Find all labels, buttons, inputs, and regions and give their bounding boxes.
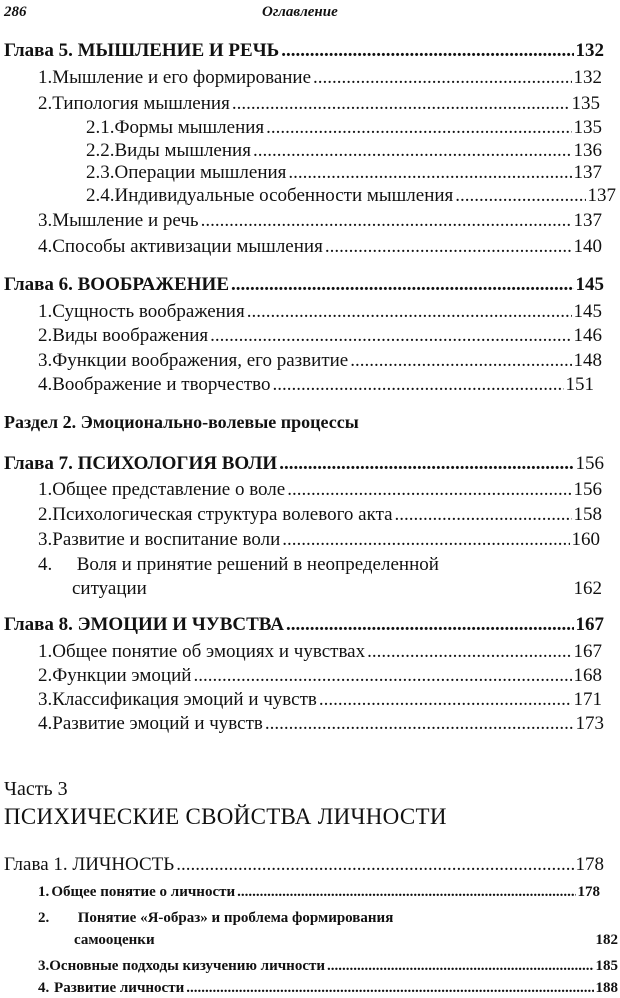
item-number: 2. bbox=[38, 504, 53, 525]
leader-dots bbox=[186, 980, 593, 997]
item-page: 135 bbox=[573, 117, 602, 138]
chapter-page: 167 bbox=[575, 614, 604, 635]
item-text: Виды воображения bbox=[52, 325, 209, 346]
item-number: 2.2. bbox=[86, 140, 115, 161]
toc-subitem[interactable] bbox=[86, 117, 602, 139]
leader-dots bbox=[350, 350, 571, 372]
part-title[interactable]: ПСИХИЧЕСКИЕ СВОЙСТВА ЛИЧНОСТИ bbox=[4, 804, 447, 829]
item-page: 162 bbox=[573, 578, 602, 599]
item-text: Мышление и речь bbox=[52, 210, 199, 231]
chapter-page: 145 bbox=[575, 274, 604, 295]
toc-chapter-7[interactable] bbox=[4, 453, 604, 475]
item-page: 137 bbox=[573, 162, 602, 183]
toc-item[interactable] bbox=[38, 374, 594, 396]
leader-dots bbox=[286, 614, 574, 636]
toc-item[interactable] bbox=[38, 504, 602, 526]
toc-item[interactable] bbox=[38, 665, 602, 687]
item-page: 188 bbox=[595, 980, 618, 996]
toc-item[interactable] bbox=[38, 958, 618, 975]
chapter-title: Глава 1. ЛИЧНОСТЬ bbox=[4, 854, 175, 875]
item-text: самооценки bbox=[74, 932, 155, 948]
item-page: 171 bbox=[573, 689, 602, 710]
item-number: 4. bbox=[38, 236, 53, 257]
toc-item[interactable] bbox=[38, 93, 600, 115]
toc-subitem[interactable] bbox=[86, 162, 602, 184]
item-text: Развитие эмоций и чувств bbox=[52, 713, 263, 734]
item-page: 158 bbox=[573, 504, 602, 525]
item-page: 148 bbox=[573, 350, 602, 371]
item-page: 167 bbox=[573, 641, 602, 662]
item-number: 1. bbox=[38, 479, 53, 500]
page-number: 286 bbox=[4, 4, 27, 20]
toc-item-line2[interactable] bbox=[72, 578, 602, 600]
leader-dots bbox=[287, 479, 571, 501]
item-text: Операции мышления bbox=[114, 162, 287, 183]
item-text: Функции эмоций bbox=[52, 665, 192, 686]
toc-item[interactable] bbox=[38, 210, 602, 232]
item-text: Воля и принятие решений в неопределенной bbox=[76, 554, 439, 575]
toc-chapter-6[interactable] bbox=[4, 274, 604, 296]
toc-item[interactable] bbox=[38, 479, 602, 501]
item-page: 137 bbox=[573, 210, 602, 231]
item-text: Понятие «Я-образ» и проблема формирования bbox=[77, 910, 394, 926]
chapter-page: 132 bbox=[575, 40, 604, 61]
toc-item[interactable] bbox=[38, 67, 602, 89]
item-number: 3. bbox=[38, 689, 53, 710]
chapter-title: Глава 5. МЫШЛЕНИЕ И РЕЧЬ bbox=[4, 40, 280, 61]
toc-item[interactable] bbox=[38, 529, 600, 551]
running-title: Оглавление bbox=[262, 4, 338, 20]
item-number: 3. bbox=[38, 958, 50, 974]
item-page: 136 bbox=[573, 140, 602, 161]
leader-dots bbox=[282, 529, 569, 551]
leader-dots bbox=[327, 958, 594, 975]
toc-item[interactable] bbox=[38, 325, 602, 347]
item-number: 4. bbox=[38, 980, 50, 996]
item-number: 1. bbox=[38, 641, 53, 662]
toc-item[interactable] bbox=[38, 301, 602, 323]
section-heading[interactable]: Раздел 2. Эмоционально-волевые процессы bbox=[4, 412, 359, 432]
leader-dots bbox=[201, 210, 572, 232]
item-number: 1. bbox=[38, 301, 53, 322]
item-text: Общее понятие об эмоциях и чувствах bbox=[52, 641, 366, 662]
item-page: 132 bbox=[573, 67, 602, 88]
item-number: 2. bbox=[38, 910, 50, 926]
toc-chapter-1[interactable] bbox=[4, 854, 604, 876]
leader-dots bbox=[193, 665, 571, 687]
item-page: 146 bbox=[573, 325, 602, 346]
item-page: 151 bbox=[565, 374, 594, 395]
leader-dots bbox=[325, 236, 572, 258]
item-text: Мышление и его формирование bbox=[52, 67, 312, 88]
item-page: 173 bbox=[575, 713, 604, 734]
item-page: 137 bbox=[587, 185, 616, 206]
item-text: ситуации bbox=[72, 578, 147, 599]
leader-dots bbox=[288, 162, 571, 184]
chapter-page: 178 bbox=[575, 854, 604, 875]
toc-chapter-8[interactable] bbox=[4, 614, 604, 636]
leader-dots bbox=[272, 374, 563, 396]
item-page: 160 bbox=[571, 529, 600, 550]
leader-dots bbox=[266, 117, 571, 139]
item-number: 2. bbox=[38, 325, 53, 346]
item-text: Общее понятие о личности bbox=[51, 884, 236, 900]
item-page: 140 bbox=[573, 236, 602, 257]
leader-dots bbox=[281, 40, 573, 62]
item-number: 2.4. bbox=[86, 185, 115, 206]
toc-subitem[interactable] bbox=[86, 185, 616, 207]
leader-dots bbox=[253, 140, 572, 162]
chapter-page: 156 bbox=[575, 453, 604, 474]
item-number: 4. bbox=[38, 554, 53, 575]
item-text: Индивидуальные особенности мышления bbox=[114, 185, 454, 206]
item-page: 168 bbox=[573, 665, 602, 686]
leader-dots bbox=[232, 93, 570, 115]
item-number: 3. bbox=[38, 210, 53, 231]
toc-item-line2[interactable] bbox=[74, 932, 618, 949]
chapter-title: Глава 8. ЭМОЦИИ И ЧУВСТВА bbox=[4, 614, 284, 635]
item-text: Психологическая структура волевого акта bbox=[52, 504, 393, 525]
leader-dots bbox=[395, 504, 572, 526]
leader-dots bbox=[247, 301, 572, 323]
leader-dots bbox=[176, 854, 573, 876]
item-page: 145 bbox=[573, 301, 602, 322]
item-number: 2.1. bbox=[86, 117, 115, 138]
toc-item[interactable] bbox=[38, 689, 602, 711]
item-text: Общее представление о воле bbox=[52, 479, 286, 500]
item-number: 2. bbox=[38, 665, 53, 686]
leader-dots bbox=[367, 641, 571, 663]
item-number: 3. bbox=[38, 529, 53, 550]
item-number: 1. bbox=[38, 884, 50, 900]
leader-dots bbox=[319, 689, 572, 711]
item-text: Способы активизации мышления bbox=[52, 236, 323, 257]
item-text: Развитие и воспитание воли bbox=[52, 529, 281, 550]
item-number: 2. bbox=[38, 93, 53, 114]
toc-item[interactable] bbox=[38, 980, 618, 997]
item-number: 4. bbox=[38, 713, 53, 734]
item-text: Развитие личности bbox=[54, 980, 185, 996]
item-page: 182 bbox=[595, 932, 618, 948]
leader-dots bbox=[313, 67, 571, 89]
toc-item[interactable] bbox=[38, 884, 600, 901]
item-page: 135 bbox=[571, 93, 600, 114]
toc-item-line1[interactable] bbox=[38, 554, 439, 576]
toc-item[interactable] bbox=[38, 236, 602, 258]
item-number: 4. bbox=[38, 374, 53, 395]
item-number: 2.3. bbox=[86, 162, 115, 183]
item-text: Основные подходы кизучению личности bbox=[49, 958, 325, 974]
toc-item-line1[interactable] bbox=[38, 910, 393, 927]
leader-dots bbox=[210, 325, 571, 347]
item-page: 178 bbox=[577, 884, 600, 900]
part-label: Часть 3 bbox=[4, 778, 68, 800]
item-number: 3. bbox=[38, 350, 53, 371]
toc-item[interactable] bbox=[38, 350, 602, 372]
toc-chapter-5[interactable] bbox=[4, 40, 604, 62]
item-text: Виды мышления bbox=[114, 140, 251, 161]
leader-dots bbox=[231, 274, 574, 296]
item-text: Типология мышления bbox=[52, 93, 230, 114]
toc-subitem[interactable] bbox=[86, 140, 602, 162]
leader-dots bbox=[265, 713, 574, 735]
item-text: Классификация эмоций и чувств bbox=[52, 689, 317, 710]
leader-dots bbox=[455, 185, 585, 207]
item-number: 1. bbox=[38, 67, 53, 88]
item-text: Воображение и творчество bbox=[52, 374, 271, 395]
leader-dots bbox=[279, 453, 573, 475]
leader-dots bbox=[237, 884, 575, 901]
item-page: 185 bbox=[595, 958, 618, 974]
toc-item[interactable] bbox=[38, 713, 604, 735]
item-page: 156 bbox=[573, 479, 602, 500]
item-text: Формы мышления bbox=[114, 117, 265, 138]
chapter-title: Глава 6. ВООБРАЖЕНИЕ bbox=[4, 274, 229, 295]
item-text: Сущность воображения bbox=[52, 301, 245, 322]
item-text: Функции воображения, его развитие bbox=[52, 350, 349, 371]
chapter-title: Глава 7. ПСИХОЛОГИЯ ВОЛИ bbox=[4, 453, 278, 474]
toc-item[interactable] bbox=[38, 641, 602, 663]
